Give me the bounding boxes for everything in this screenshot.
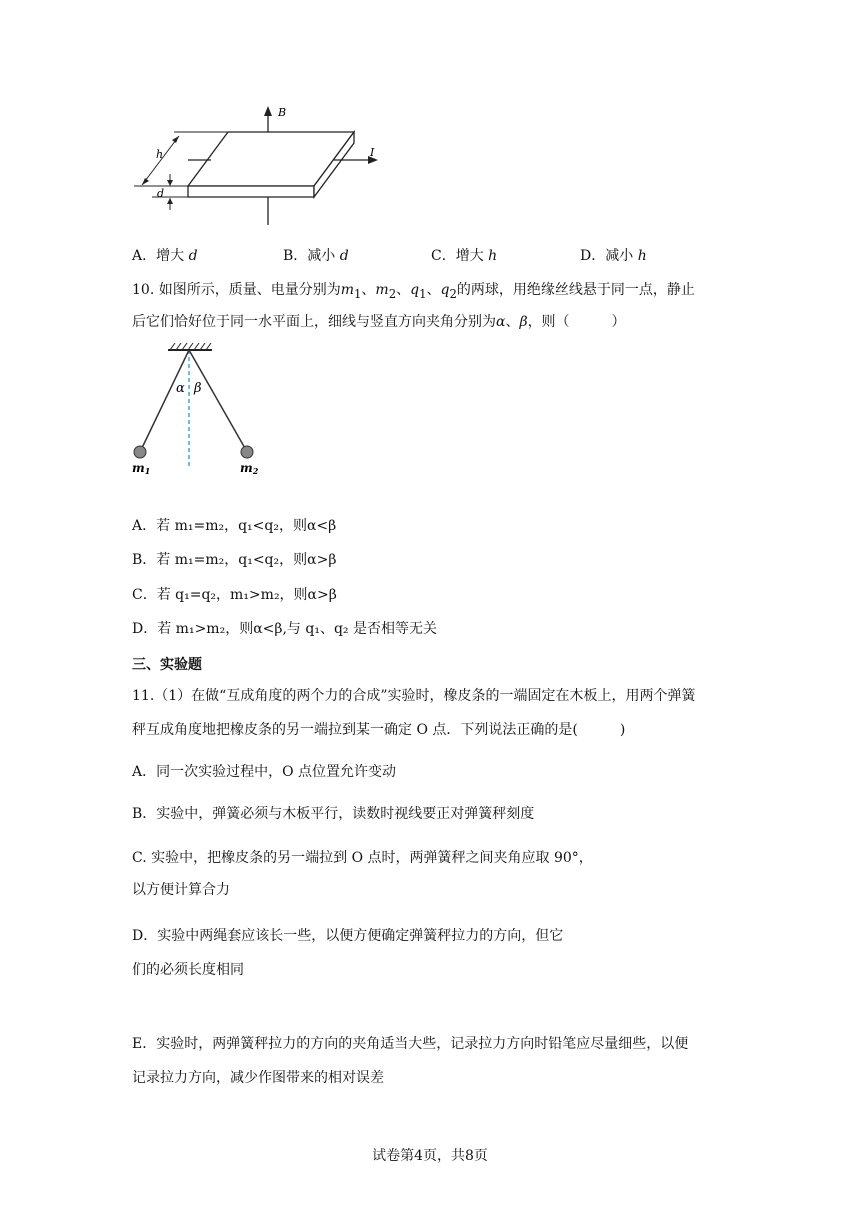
label-b: B (278, 106, 287, 119)
section-title: 三、实验题 (132, 657, 202, 673)
label-m2: m2 (240, 461, 259, 475)
q11-stem-line1: 11.（1）在做“互成角度的两个力的合成”实验时，橡皮条的一端固定在木板上，用两个弹簧 (132, 688, 696, 704)
q11-option-b: B．实验中，弹簧必须与木板平行，读数时视线要正对弹簧秤刻度 (132, 806, 535, 822)
q10-option-b: B．若 m₁=m₂，q₁<q₂，则α>β (132, 552, 337, 568)
q11-stem-line2: 秤互成角度地把橡皮条的另一端拉到某一确定 O 点．下列说法正确的是( ) (132, 722, 626, 738)
label-i: I (370, 146, 375, 159)
q11-option-c-line1: C. 实验中，把橡皮条的另一端拉到 O 点时，两弹簧秤之间夹角应取 90°， (132, 850, 593, 866)
label-m1: m1 (132, 461, 151, 475)
q10-stem-line2: 后它们恰好位于同一水平面上，细线与竖直方向夹角分别为α、β，则（ ） (132, 314, 626, 330)
q11-option-a: A．同一次实验过程中，O 点位置允许变动 (132, 764, 397, 780)
q11-option-e-line2: 记录拉力方向，减少作图带来的相对误差 (132, 1070, 384, 1086)
label-alpha: α (176, 381, 185, 396)
q9-option-a: A．增大 d (132, 248, 198, 264)
q10-option-c: C．若 q₁=q₂，m₁>m₂，则α>β (132, 587, 337, 603)
q9-option-d: D．减小 h (580, 248, 647, 264)
q10-option-a: A．若 m₁=m₂，q₁<q₂，则α<β (132, 518, 337, 534)
page-footer: 试卷第4页，共8页 (372, 1148, 488, 1164)
q11-option-e-line1: E．实验时，两弹簧秤拉力的方向的夹角适当大些，记录拉力方向时铅笔应尽量细些，以便 (132, 1036, 689, 1052)
label-d: d (157, 187, 165, 200)
q11-option-c-line2: 以方便计算合力 (132, 882, 230, 898)
label-beta: β (194, 381, 202, 396)
pendulum-figure (128, 340, 268, 475)
q11-option-d-line2: 们的必须长度相同 (132, 962, 244, 978)
q11-option-d-line1: D．实验中两绳套应该长一些，以便方便确定弹簧秤拉力的方向，但它 (132, 928, 564, 944)
q9-option-b: B．减小 d (283, 248, 349, 264)
q10-stem-line1: 10. 如图所示，质量、电量分别为$m_1$、$m_2$、$q_1$、$q_2$的两球，用绝缘丝线悬于同一点，静止 (132, 282, 695, 301)
q9-option-c: C．增大 h (431, 248, 498, 264)
q10-option-d: D．若 m₁>m₂，则α<β,与 q₁、q₂ 是否相等无关 (132, 621, 437, 637)
label-h: h (156, 148, 164, 161)
hall-plate-figure (128, 100, 388, 230)
